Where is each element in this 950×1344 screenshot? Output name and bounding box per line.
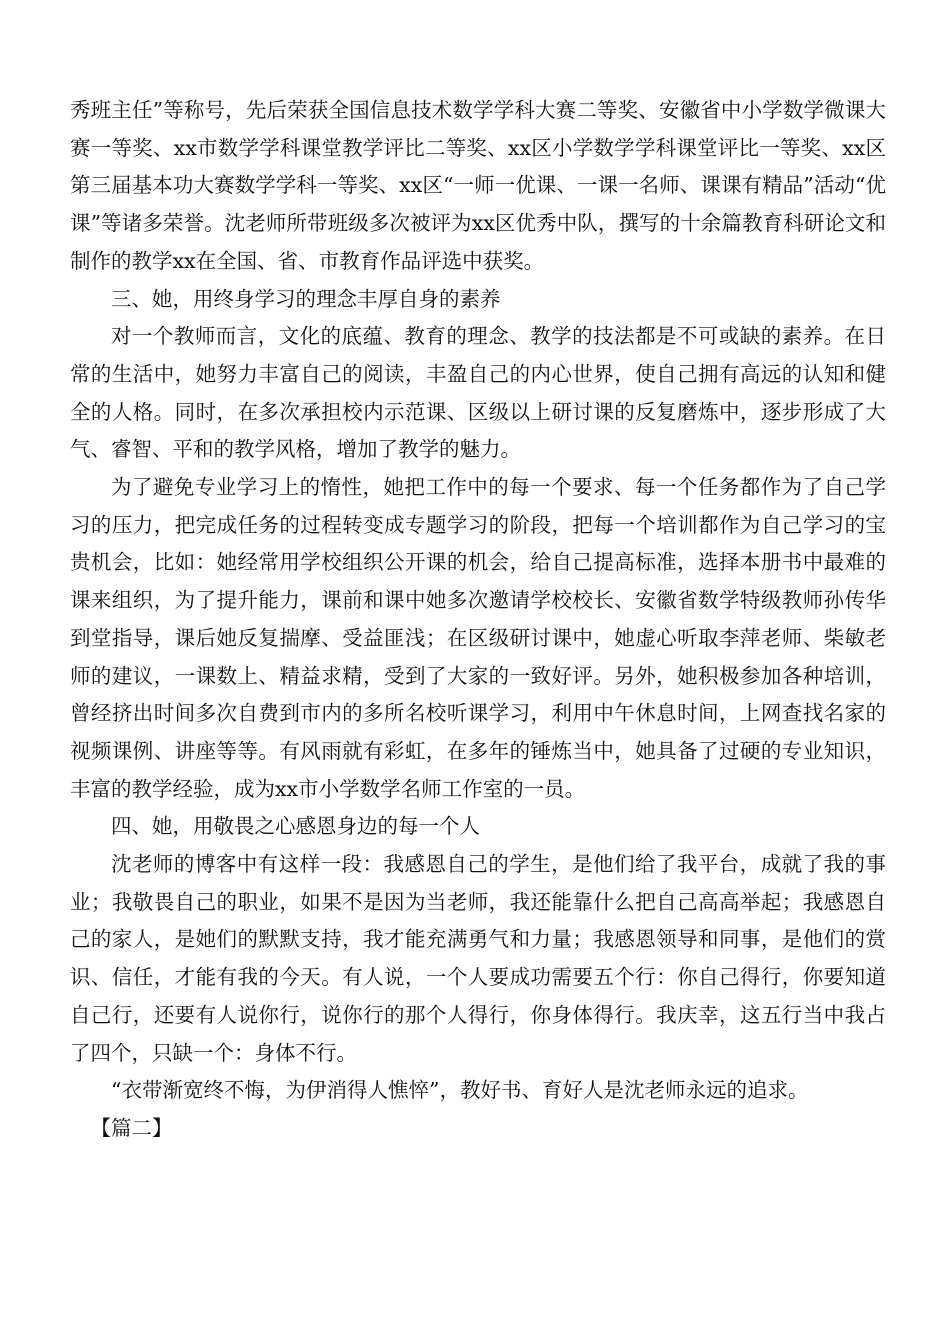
closing-quote-paragraph: “衣带渐宽终不悔，为伊消得人憔悴”，教好书、育好人是沈老师永远的追求。 [111,1078,809,1103]
body-paragraph: 为了避免专业学习上的惰性，她把工作中的每一个要求、每一个任务都作为了自己学习的压力，把完成任务的过程转变成专题学习的阶段，把每一个培训都作为自己学习的宝贵机会，比如：她经常用学校组织公开课的机会，给自己提高标准，选择本册书中最难的课来组织，为了提升能力，课前和课中她多次邀请学校校长、安徽省数学特级教师孙传华到堂指导，课后她反复揣摩、受益匪浅；在区级研讨课中，她虚心听取李萍老师、柴敏老师的建议，一课数上、精益求精，受到了大家的一致好评。另外，她积极参加各种培训，曾经挤出时间多次自费到市内的多所名校听课学习，利用中午休息时间，上网查找名家的视频课例、讲座等等。有风雨就有彩虹，在多年的锤炼当中，她具备了过硬的专业知识，丰富的教学经验，成为xx市小学数学名师工作室的一员。 [70,475,886,801]
section-heading-four: 四、她，用敬畏之心感恩身边的每一个人 [111,814,480,839]
body-paragraph: 对一个教师而言，文化的底蕴、教育的理念、教学的技法都是不可或缺的素养。在日常的生活中，她努力丰富自己的阅读，丰盈自己的内心世界，使自己拥有高远的认知和健全的人格。同时，在多次承担校内示范课、区级以上研讨课的反复磨炼中，逐步形成了大气、睿智、平和的教学风格，增加了教学的魅力。 [70,324,886,462]
body-paragraph: 沈老师的博客中有这样一段：我感恩自己的学生，是他们给了我平台，成就了我的事业；我敬畏自己的职业，如果不是因为当老师，我还能靠什么把自己高高举起；我感恩自己的家人，是她们的默默支持，我才能充满勇气和力量；我感恩领导和同事，是他们的赏识、信任，才能有我的今天。有人说，一个人要成功需要五个行：你自己得行，你要知道自己行，还要有人说你行，说你行的那个人得行，你身体得行。我庆幸，这五行当中我占了四个，只缺一个：身体不行。 [70,852,886,1065]
document-body [70,92,886,1148]
continuation-paragraph: 秀班主任”等称号，先后荣获全国信息技术数学学科大赛二等奖、安徽省中小学数学微课大赛一等奖、xx市数学学科课堂教学评比二等奖、xx区小学数学学科课堂评比一等奖、xx区第三届基本功大赛数学学科一等奖、xx区“一师一优课、一课一名师、课课有精品”活动“优课”等诸多荣誉。沈老师所带班级多次被评为xx区优秀中队，撰写的十余篇教育科研论文和制作的教学xx在全国、省、市教育作品评选中获奖。 [70,98,886,273]
section-heading-three: 三、她，用终身学习的理念丰厚自身的素养 [111,286,501,311]
part-two-label: 【篇二】 [90,1115,173,1140]
